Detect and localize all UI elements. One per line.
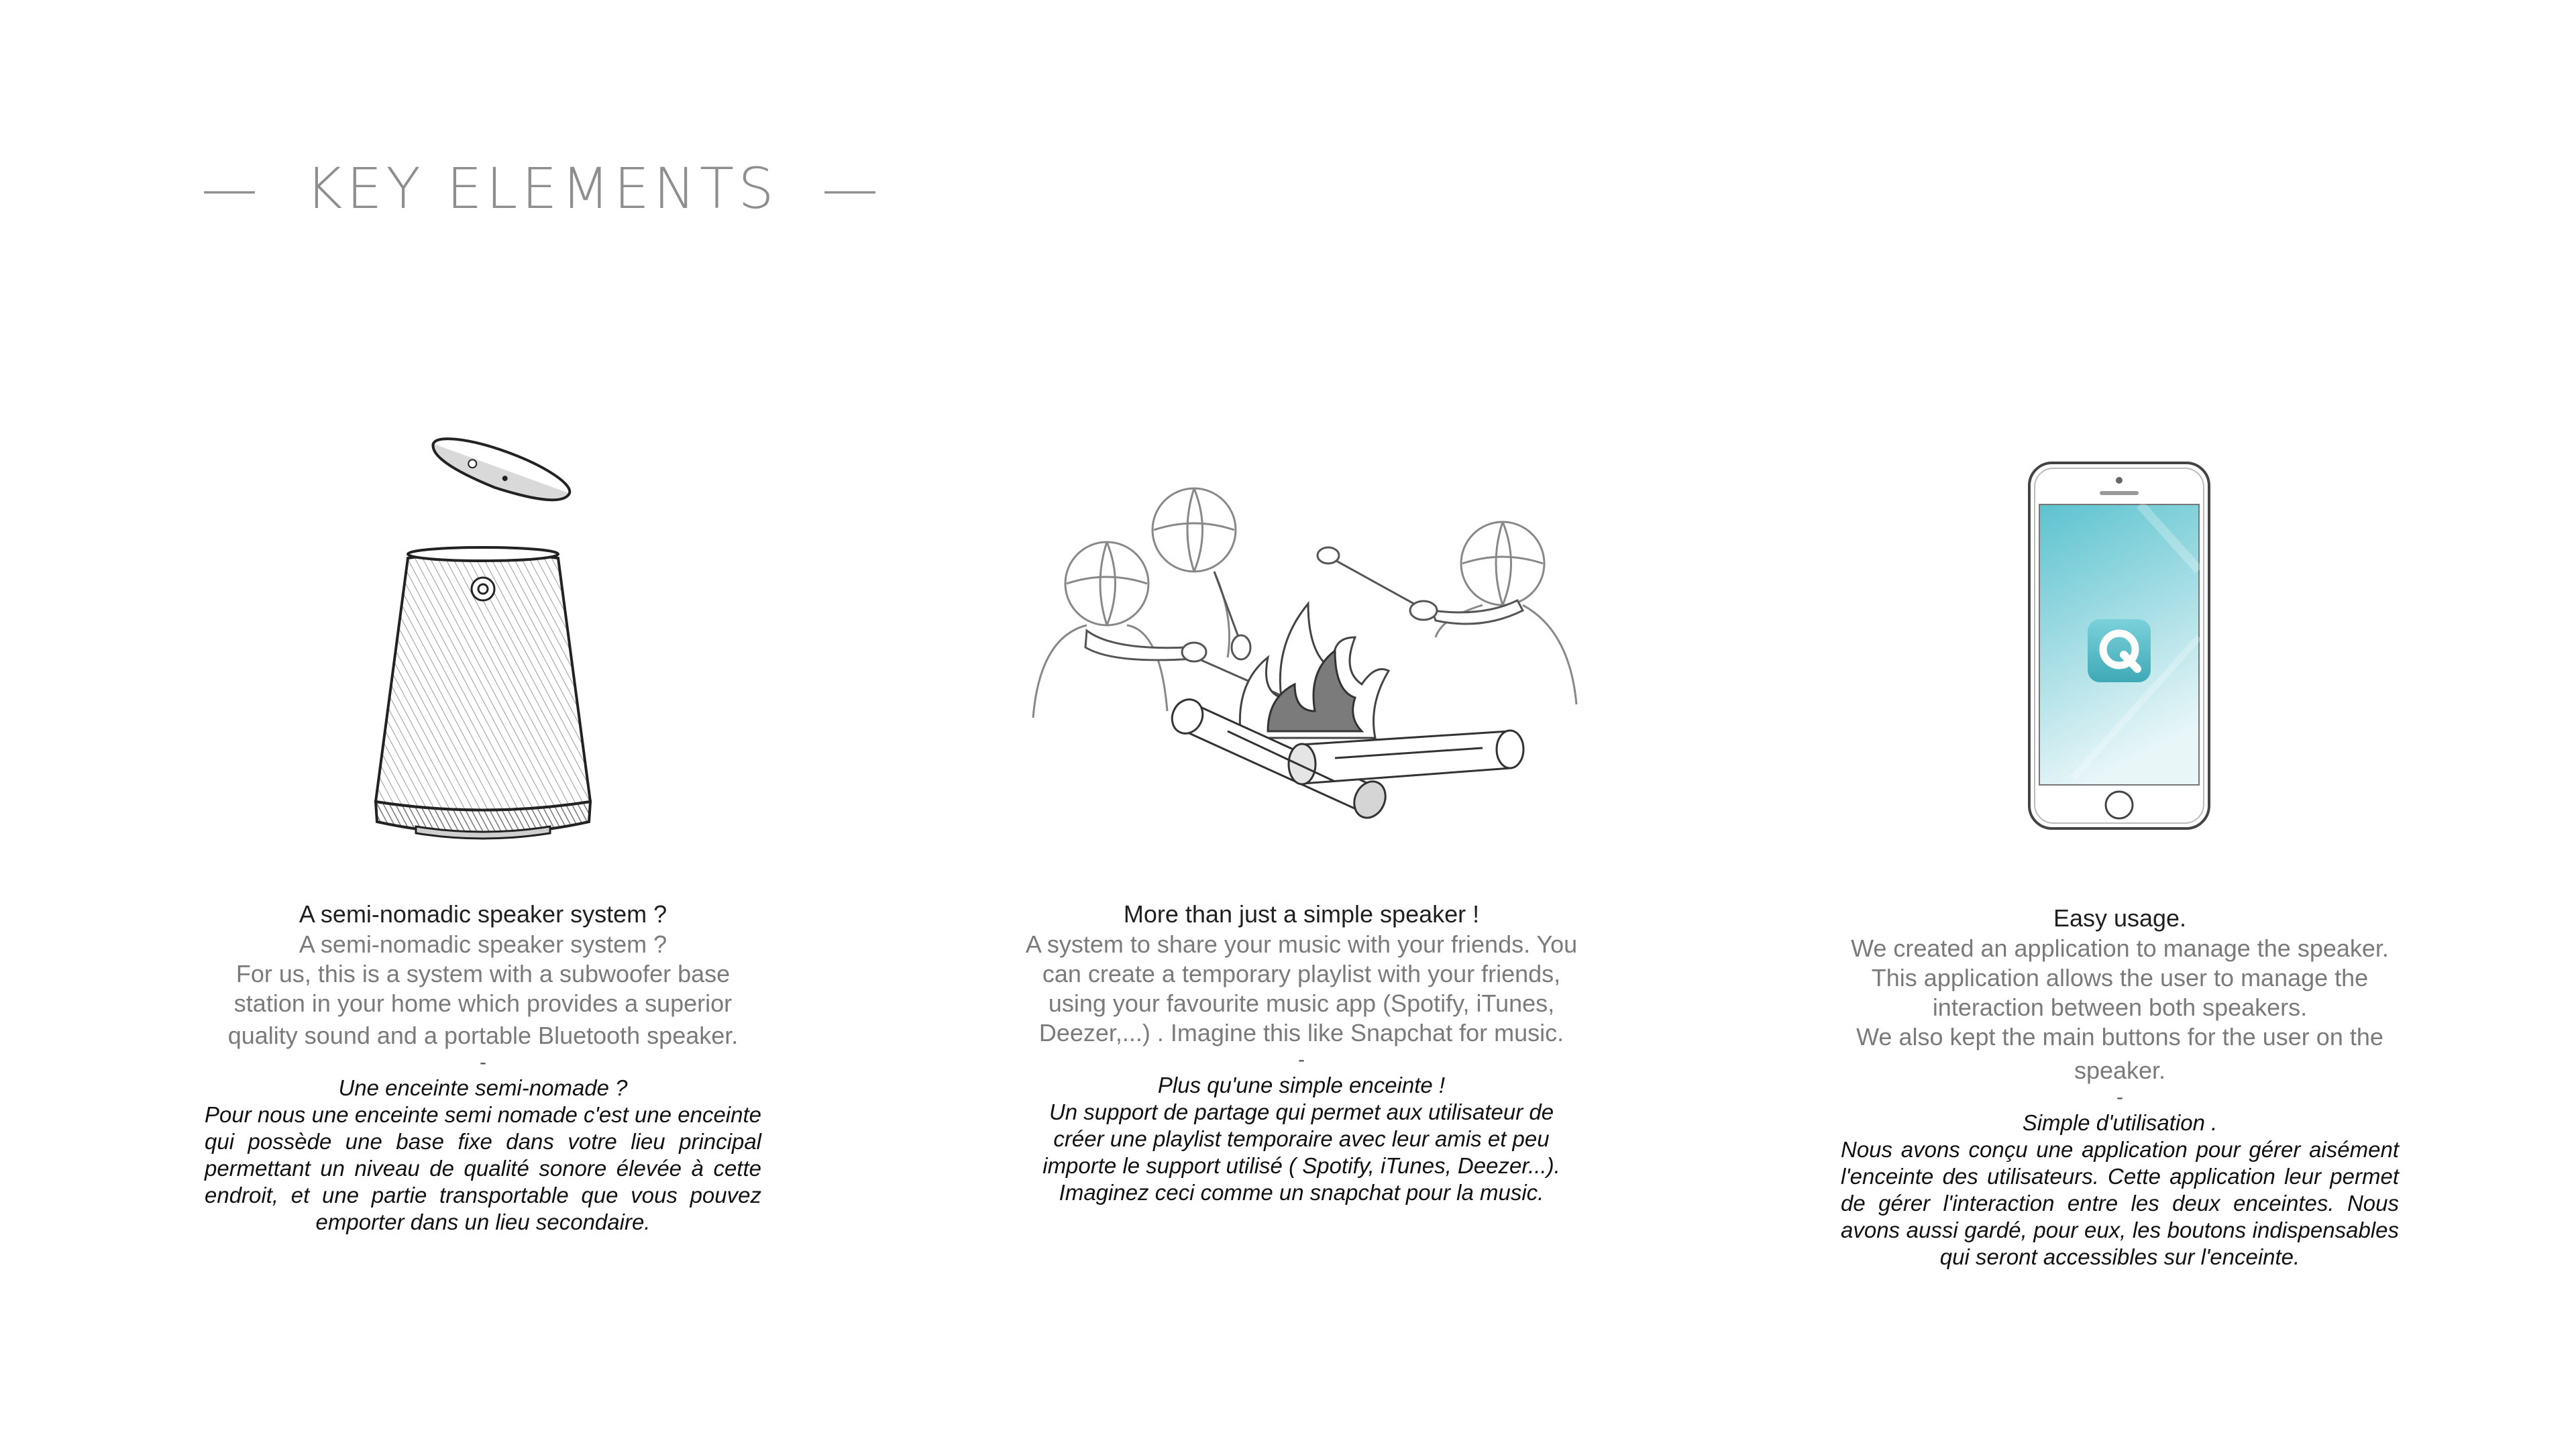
card-body-line: speaker.	[2074, 1057, 2166, 1084]
card-text	[1013, 899, 1590, 1206]
separator: -	[1298, 1049, 1305, 1071]
separator: -	[480, 1051, 486, 1073]
campfire-icon	[1013, 416, 1590, 845]
card-text	[1831, 903, 2408, 1271]
card-body-line: Deezer,...) . Imagine this like Snapchat for music.	[1038, 1019, 1564, 1046]
card-heading: More than just a simple speaker !	[1123, 900, 1480, 928]
card-body-line: We also kept the main buttons for the user on the	[1856, 1023, 2383, 1051]
card-body-line: station in your home which provides a superior	[233, 989, 733, 1017]
card-heading: Easy usage.	[2053, 904, 2187, 932]
speaker-illustration	[195, 416, 771, 845]
card-body-line: interaction between both speakers.	[1932, 994, 2308, 1021]
smartphone-icon	[1831, 416, 2408, 845]
app-logo	[2088, 619, 2151, 682]
card-body-line: A semi-nomadic speaker system ?	[299, 930, 667, 958]
card-body-fr-line: créer une playlist temporaire avec leur amis et peu	[1053, 1126, 1550, 1151]
card-body-fr: Pour nous une enceinte semi nomade c'est une enceinte qui possède une base fixe dans votre lieu principal permettant un niveau de qualité sonore élevée à cette endroit, et une partie transportable que vous pouvez emporter dans un lieu secondaire.	[205, 1102, 762, 1234]
card-body-line: This application allows the user to manage the	[1871, 964, 2369, 991]
card-body-fr: Nous avons conçu une application pour gérer aisément l'enceinte des utilisateurs. Cette application leur permet de gérer l'interaction entre les deux enceintes. Nous avons aussi gardé, pour eux, les boutons indispensables qui seront accessibles sur l'enceinte.	[1841, 1137, 2399, 1269]
card-heading-fr: Simple d'utilisation .	[2022, 1110, 2218, 1135]
card-body-line: quality sound and a portable Bluetooth speaker.	[227, 1022, 739, 1049]
separator: -	[2116, 1086, 2123, 1108]
card-heading: A semi-nomadic speaker system ?	[299, 900, 667, 928]
smartphone-app-illustration	[1831, 416, 2408, 845]
card-body-fr-line: importe le support utilisé ( Spotify, iTunes, Deezer...).	[1042, 1153, 1560, 1178]
card-body-line: using your favourite music app (Spotify, iTunes,	[1048, 989, 1555, 1017]
card-text	[195, 899, 771, 1236]
card-body-line: We created an application to manage the speaker.	[1851, 934, 2389, 962]
portable-puck	[427, 427, 576, 512]
card-heading-fr: Plus qu'une simple enceinte !	[1157, 1073, 1446, 1097]
speaker-icon	[195, 416, 771, 845]
card-body-fr-line: Un support de partage qui permet aux utilisateur de	[1049, 1099, 1554, 1124]
card-body-line: can create a temporary playlist with your friends,	[1042, 960, 1561, 987]
card-body-fr-line: Imaginez ceci comme un snapchat pour la music.	[1059, 1180, 1544, 1205]
campfire-friends-illustration	[1013, 416, 1590, 845]
card-body-line: For us, this is a system with a subwoofer base	[235, 960, 731, 987]
card-heading-fr: Une enceinte semi-nomade ?	[338, 1075, 628, 1100]
page-title: — KEY ELEMENTS —	[201, 156, 882, 221]
card-body-line: A system to share your music with your friends. You	[1025, 930, 1578, 958]
